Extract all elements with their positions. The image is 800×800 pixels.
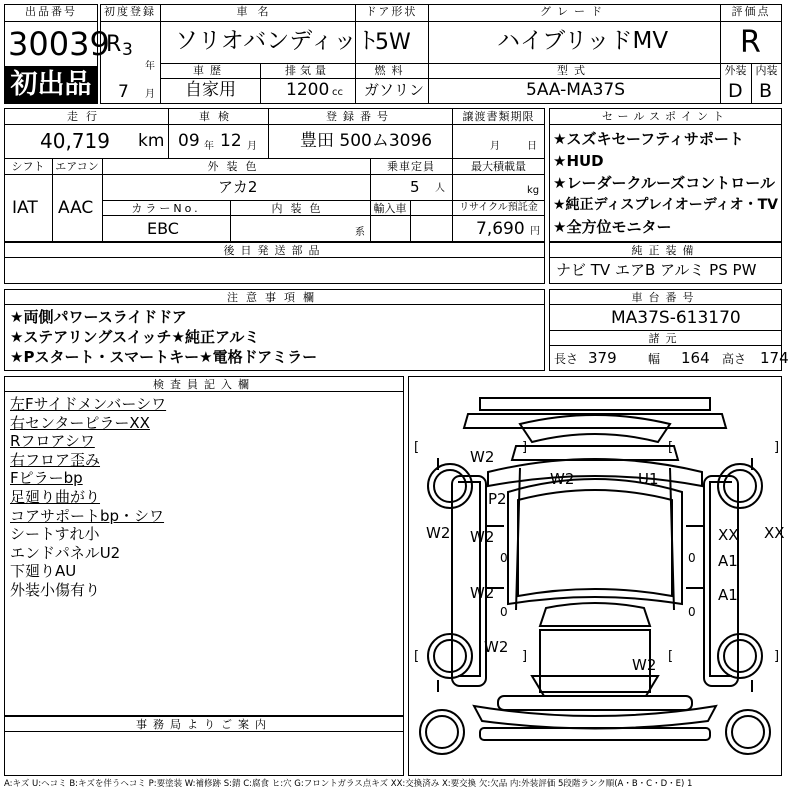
selling-point: ★全方位モニター <box>553 218 672 236</box>
diagram-bracket: ] <box>522 440 528 455</box>
chassis-number: MA37S-613170 <box>611 308 741 328</box>
inspector-label: 検査員記入欄 <box>153 378 255 391</box>
equipment-label: 純正装備 <box>631 244 700 257</box>
era: R <box>106 32 122 57</box>
notes-label: 注意事項欄 <box>227 291 322 304</box>
fuel-label: 燃料 <box>374 64 409 77</box>
first-reg-year: 3 <box>122 40 133 60</box>
import-label: 輸入車 <box>373 202 407 215</box>
overall-score: R <box>740 25 761 60</box>
exterior-label: 外装 <box>724 64 747 77</box>
chassis-label: 車台番号 <box>631 291 700 304</box>
recycle-fee: 7,690 <box>476 219 525 239</box>
door-type: 5W <box>375 30 411 55</box>
inspector-line: 下廻りAU <box>10 562 77 581</box>
later-parts-label: 後日発送部品 <box>223 244 326 257</box>
selling-point: ★レーダークルーズコントロール <box>553 174 775 192</box>
inspector-line: 右センターピラーXX <box>10 413 150 432</box>
length: 379 <box>588 349 617 367</box>
inspector-line: Fピラーbp <box>10 469 83 488</box>
inspector-line: Rフロアシワ <box>10 432 95 451</box>
legend: A:キズ U:ヘコミ B:キズを伴うヘコミ P:要塗装 W:補修跡 S:錆 C:腐食 ヒ:穴 G:フロントガラス点キズ XX:交換済み X:要交換 欠:欠品 内:外装評価 5段階ランク順(A・B・C・D・E) 1 <box>4 779 693 789</box>
height-label: 高さ <box>722 352 747 366</box>
exterior-color: アカ2 <box>218 178 258 196</box>
inspector-line: 左Fサイドメンバーシワ <box>10 395 167 413</box>
selling-points-label: セールスポイント <box>601 110 729 123</box>
damage-mark: P2 <box>488 490 507 508</box>
note-line: ★両側パワースライドドア <box>10 308 187 326</box>
air-conditioner: AAC <box>58 198 94 218</box>
width-label: 幅 <box>648 352 661 366</box>
inspection-year-unit: 年 <box>204 141 214 152</box>
damage-mark: A1 <box>718 552 738 570</box>
mileage-unit: km <box>138 131 165 151</box>
recycle-unit: 円 <box>530 226 540 237</box>
transfer-day-unit: 日 <box>527 141 537 152</box>
office-notice-label: 事務局よりご案内 <box>136 718 272 731</box>
inspector-line: 足廻り曲がり <box>10 488 101 506</box>
displacement: 1200 <box>286 80 330 100</box>
model-code: 5AA-MA37S <box>526 80 626 100</box>
lot-number-label: 出品番号 <box>25 5 77 18</box>
recycle-label: リサイクル預託金 <box>459 202 538 213</box>
exterior-score: D <box>728 80 743 102</box>
interior-score: B <box>759 80 773 102</box>
damage-mark-zero: 0 <box>688 551 696 565</box>
shift-label: シフト <box>11 160 45 173</box>
inspector-line: コアサポートbp・シワ <box>10 506 165 525</box>
width: 164 <box>681 349 710 367</box>
damage-mark: W2 <box>426 524 451 542</box>
transfer-docs-label: 譲渡書類期限 <box>462 110 535 123</box>
grade: ハイブリッドMV <box>497 28 669 54</box>
damage-mark: W2 <box>550 470 575 488</box>
inspector-line: 外装小傷有り <box>10 581 101 599</box>
car-outline-diagram <box>408 376 785 776</box>
damage-mark: W2 <box>632 656 657 674</box>
inspector-line: 右フロア歪み <box>10 450 101 469</box>
note-line: ★ステアリングスイッチ★純正アルミ <box>10 328 260 346</box>
damage-mark-zero: 0 <box>500 551 508 565</box>
damage-mark: U1 <box>638 470 659 488</box>
diagram-bracket: ] <box>774 649 780 664</box>
history-label: 車歴 <box>193 64 227 77</box>
damage-mark-zero: 0 <box>688 605 696 619</box>
mileage: 40,719 <box>40 129 110 153</box>
max-load-label: 最大積載量 <box>471 160 526 173</box>
interior-color-label: 内装色 <box>271 202 329 215</box>
score-label: 評価点 <box>731 5 771 18</box>
dimensions-label: 諸元 <box>648 332 683 345</box>
color-no-label: カラーNo. <box>131 202 201 215</box>
height: 174 <box>760 349 789 367</box>
damage-mark: W2 <box>484 638 509 656</box>
fuel: ガソリン <box>364 81 425 99</box>
interior-color-unit: 系 <box>355 227 365 238</box>
diagram-bracket: [ <box>414 649 420 664</box>
damage-mark: W2 <box>470 448 495 466</box>
capacity-unit: 人 <box>435 183 445 194</box>
equipment-list: ナビ TV エアB アルミ PS PW <box>556 261 757 279</box>
selling-point: ★HUD <box>553 152 604 170</box>
capacity: 5 <box>410 178 420 196</box>
year-unit: 年 <box>145 61 155 72</box>
displacement-unit: cc <box>332 87 343 98</box>
diagram-bracket: [ <box>414 440 420 455</box>
capacity-label: 乗車定員 <box>387 160 435 173</box>
color-label: 外装色 <box>207 160 265 173</box>
diagram-bracket: ] <box>522 649 528 664</box>
lot-number: 30039 <box>8 25 110 63</box>
damage-mark-zero: 0 <box>500 605 508 619</box>
diagram-bracket: [ <box>668 649 674 664</box>
inspector-line: エンドパネルU2 <box>10 543 121 562</box>
history: 自家用 <box>185 80 236 100</box>
door-label: ドア形状 <box>365 5 418 18</box>
damage-mark: A1 <box>718 586 738 604</box>
inspection-label: 車検 <box>199 110 237 123</box>
first-reg-month: 7 <box>118 82 129 102</box>
mileage-label: 走行 <box>67 110 105 123</box>
displacement-label: 排気量 <box>285 64 330 77</box>
max-load-unit: kg <box>527 185 540 196</box>
interior-label: 内装 <box>755 64 778 77</box>
plate-number: 豊田 500ム3096 <box>300 131 433 151</box>
damage-mark: XX <box>764 524 785 542</box>
model-label: 型式 <box>557 64 591 77</box>
inspection-month: 12 <box>220 131 242 151</box>
first-listing-badge: 初出品 <box>4 66 98 104</box>
damage-mark: XX <box>718 526 739 544</box>
selling-point: ★純正ディスプレイオーディオ・TV <box>553 197 779 213</box>
car-name-label: 車名 <box>236 5 279 18</box>
month-unit: 月 <box>145 89 155 100</box>
car-name: ソリオバンディット <box>175 28 380 54</box>
selling-point: ★スズキセーフティサポート <box>553 130 744 148</box>
damage-mark: W2 <box>470 584 495 602</box>
first-reg-label: 初度登録 <box>104 5 156 18</box>
grade-label: グレード <box>540 5 608 18</box>
plate-label: 登録番号 <box>326 110 394 123</box>
ac-label: エアコン <box>55 160 99 173</box>
damage-mark: W2 <box>470 528 495 546</box>
inspection-year: 09 <box>178 131 200 151</box>
transfer-month-unit: 月 <box>490 141 500 152</box>
diagram-bracket: [ <box>668 440 674 455</box>
color-number: EBC <box>147 219 179 238</box>
length-label: 長さ <box>554 352 579 366</box>
note-line: ★Pスタート・スマートキー★電格ドアミラー <box>10 348 318 366</box>
shift: IAT <box>12 198 38 218</box>
diagram-bracket: ] <box>774 440 780 455</box>
inspection-month-unit: 月 <box>247 141 257 152</box>
inspector-line: シートすれ小 <box>10 525 100 544</box>
